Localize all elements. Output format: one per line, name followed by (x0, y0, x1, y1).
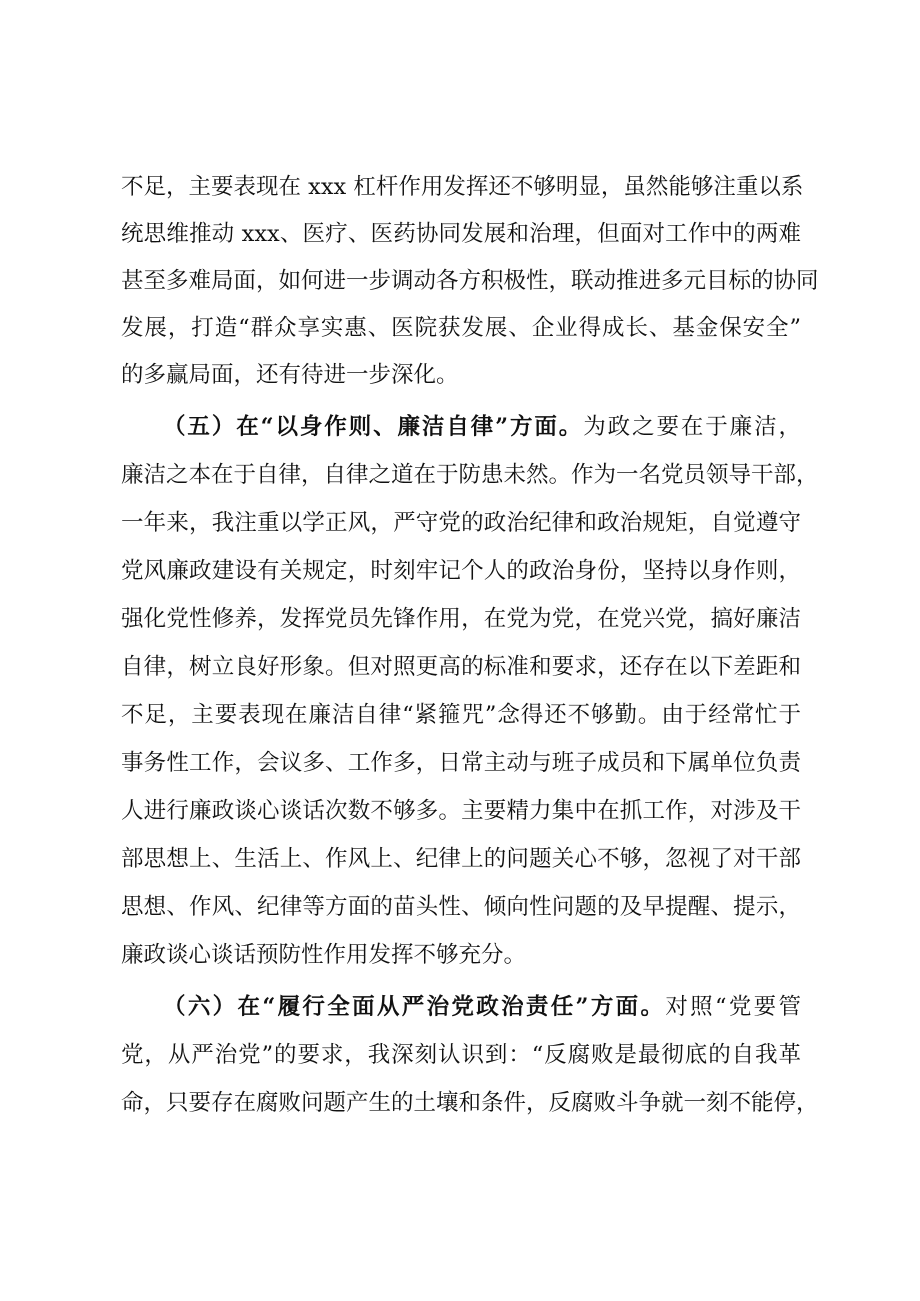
section-heading-5: （五）在“以身作则、廉洁自律”方面。 (163, 414, 584, 440)
paragraph-2-line-1-text: 为政之要在于廉洁， (583, 414, 801, 440)
paragraph-1-line-2: 统思维推动 xxx、医疗、医药协同发展和治理，但面对工作中的两难 (121, 221, 801, 247)
paragraph-2-line-8: 事务性工作，会议多、工作多，日常主动与班子成员和下属单位负责 (121, 750, 801, 776)
paragraph-1-line-1: 不足，主要表现在 xxx 杠杆作用发挥还不够明显，虽然能够注重以系 (121, 174, 804, 200)
paragraph-2-line-9: 人进行廉政谈心谈话次数不够多。主要精力集中在抓工作，对涉及干 (121, 798, 801, 824)
paragraph-3-line-2: 党，从严治党”的要求，我深刻认识到：“反腐败是最彻底的自我革 (121, 1042, 801, 1068)
paragraph-2-line-7: 不足，主要表现在廉洁自律“紧箍咒”念得还不够勤。由于经常忙于 (121, 702, 801, 728)
paragraph-2-line-4: 党风廉政建设有关规定，时刻牢记个人的政治身份，坚持以身作则， (121, 558, 801, 584)
paragraph-1-line-4: 发展，打造“群众享实惠、医院获发展、企业得成长、基金保安全” (121, 315, 801, 341)
paragraph-3-line-3: 命，只要存在腐败问题产生的土壤和条件，反腐败斗争就一刻不能停， (121, 1090, 819, 1116)
paragraph-2-line-1 (163, 412, 801, 442)
paragraph-1-line-5: 的多赢局面，还有待进一步深化。 (121, 362, 459, 388)
paragraph-3-line-1 (163, 992, 801, 1022)
paragraph-2-line-3: 一年来，我注重以学正风，严守党的政治纪律和政治规矩，自觉遵守 (121, 510, 801, 536)
paragraph-2-line-11: 思想、作风、纪律等方面的苗头性、倾向性问题的及早提醒、提示， (121, 894, 801, 920)
paragraph-2-line-6: 自律，树立良好形象。但对照更高的标准和要求，还存在以下差距和 (121, 654, 801, 680)
paragraph-2-line-10: 部思想上、生活上、作风上、纪律上的问题关心不够，忽视了对干部 (121, 846, 801, 872)
paragraph-2-line-5: 强化党性修养，发挥党员先锋作用，在党为党，在党兴党，搞好廉洁 (121, 606, 801, 632)
paragraph-1-line-3: 甚至多难局面，如何进一步调动各方积极性，联动推进多元目标的协同 (121, 268, 819, 294)
paragraph-2-line-2: 廉洁之本在于自律，自律之道在于防患未然。作为一名党员领导干部， (121, 462, 819, 488)
paragraph-2-line-12: 廉政谈心谈话预防性作用发挥不够充分。 (121, 942, 527, 968)
paragraph-3-line-1-text: 对照“党要管 (665, 994, 801, 1020)
section-heading-6: （六）在“履行全面从严治党政治责任”方面。 (163, 994, 666, 1020)
